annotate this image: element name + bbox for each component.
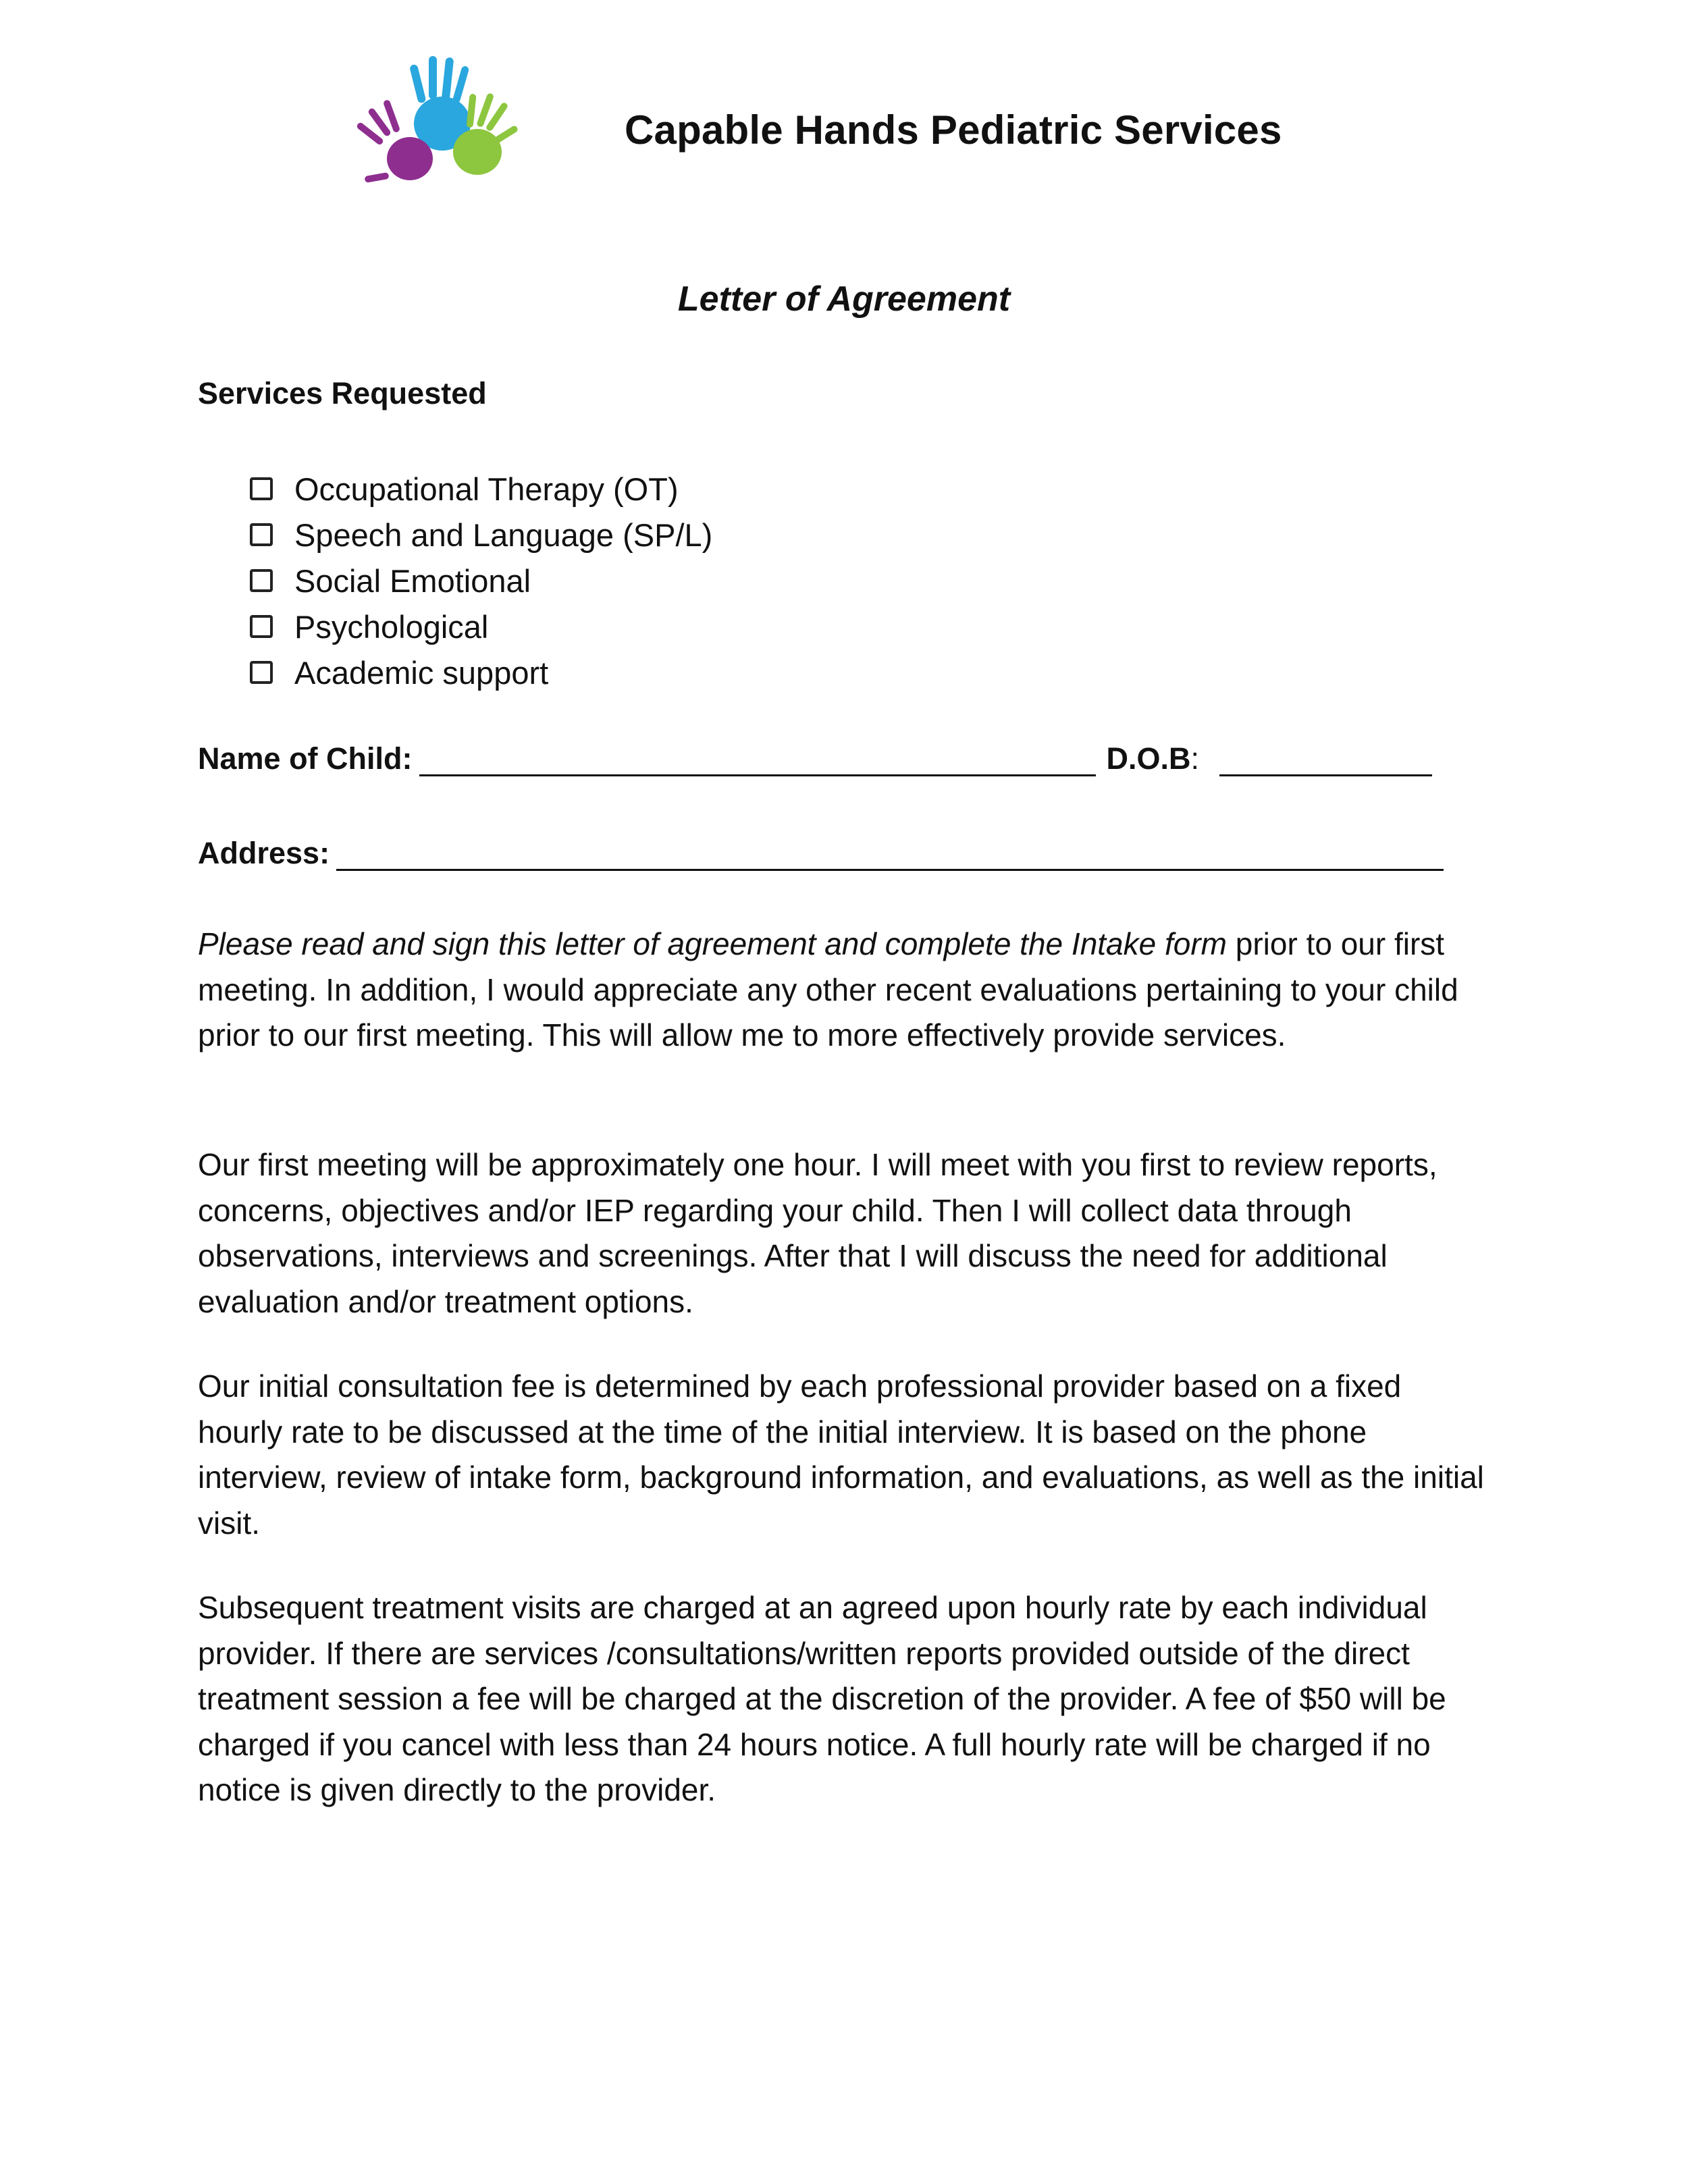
checkbox-ot[interactable] [250,477,273,500]
service-label-speech: Speech and Language (SP/L) [294,516,713,553]
checkbox-academic[interactable] [250,661,273,684]
dob-input[interactable] [1219,745,1435,778]
paragraph-intake [198,922,1494,1059]
child-name-label: Name of Child: [198,741,413,776]
checkbox-psych[interactable] [250,615,273,638]
hands-logo-icon [354,51,530,192]
organization-name: Capable Hands Pediatric Services [625,107,1282,153]
service-option-academic [250,649,712,695]
address-input[interactable] [336,839,1446,873]
child-name-input[interactable] [419,745,1099,778]
child-info-row [198,741,1432,776]
service-label-academic: Academic support [294,654,549,691]
paragraph-consultation-fee: Our initial consultation fee is determined by each professional provider based on a fixed hourly rate to be discussed at the time of the initial interview. It is based on the phone interview, review of intake form, background information, and evaluations, as well as the initial visit. [198,1368,1484,1541]
dob-colon: : [1190,741,1200,776]
service-label-ot: Occupational Therapy (OT) [294,471,679,507]
service-option-social [250,558,712,604]
paragraph-intake-rest: prior to our first meeting. In addition, I would appreciate any other recent evaluations pertaining to your child prior to our first meeting. This will allow me to more effectively provide services. [198,926,1458,1053]
service-option-ot [250,466,712,512]
address-label: Address: [198,836,330,870]
services-heading: Services Requested [198,376,487,410]
address-row [198,836,1444,871]
child-name-line [419,742,1096,776]
checkbox-social[interactable] [250,569,273,592]
paragraph-intake-italic: Please read and sign this letter of agreement and complete the Intake form [198,926,1227,961]
paragraph-first-meeting: Our first meeting will be approximately one hour. I will meet with you first to review reports, concerns, objectives and/or IEP regarding your child. Then I will collect data through observations, interviews and screenings. After that I will discuss the need for additional evaluation and/or treatment options. [198,1147,1438,1319]
green-hand-print [453,92,519,175]
dob-label-text: D.O.B [1106,741,1191,776]
dob-label [1107,741,1200,776]
service-label-social: Social Emotional [294,562,531,599]
service-option-psych [250,604,712,649]
paragraph-treatment-visits: Subsequent treatment visits are charged at an agreed upon hourly rate by each individual provider. If there are services /consultations/written reports provided outside of the direct treatment session a fee will be charged at the discretion of the provider. A fee of $50 will be charged if you cancel with less than 24 hours notice. A full hourly rate will be charged if no notice is given directly to the provider. [198,1590,1446,1807]
checkbox-speech[interactable] [250,523,273,546]
document-title: Letter of Agreement [677,279,1011,319]
dob-line [1219,742,1432,776]
address-line [336,836,1444,871]
service-option-speech [250,512,712,558]
service-label-psych: Psychological [294,608,489,645]
services-checklist [250,466,712,695]
